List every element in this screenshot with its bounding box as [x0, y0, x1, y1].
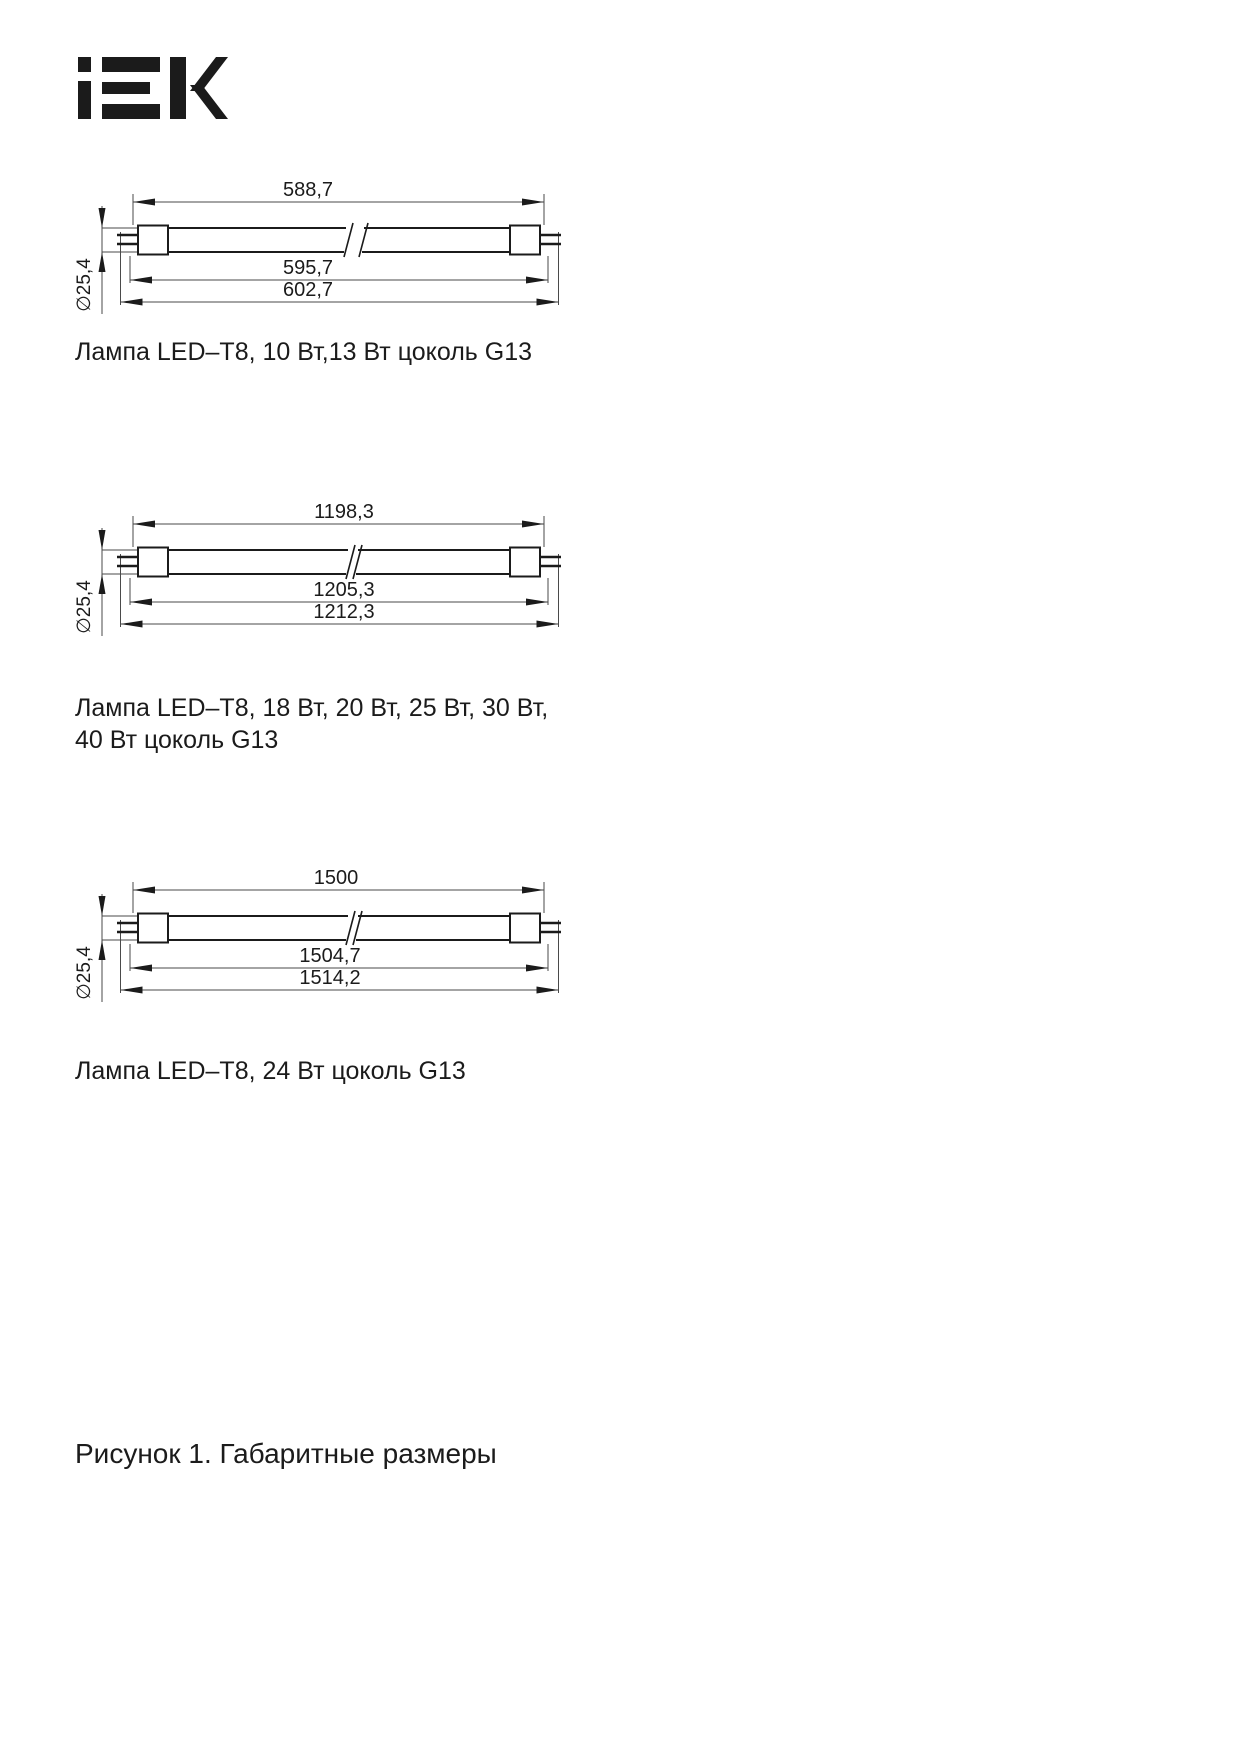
caption-line-1: Лампа LED–T8, 24 Вт цоколь G13 [75, 1057, 466, 1085]
dim-top-group [133, 182, 544, 225]
dim-bottom-label: 602,7 [282, 279, 334, 301]
figure-caption: Рисунок 1. Габаритные размеры [75, 1438, 497, 1469]
end-cap-right [510, 914, 540, 943]
logo-e-bottom-bar [102, 104, 160, 119]
caption-line-1: Лампа LED–T8, 10 Вт,13 Вт цоколь G13 [75, 338, 533, 366]
end-cap-right [510, 226, 540, 255]
dim-top-group [133, 870, 544, 913]
dim-top-label: 588,7 [282, 182, 334, 201]
caption-line-1: Лампа LED–T8, 18 Вт, 20 Вт, 25 Вт, 30 Вт, [75, 694, 549, 722]
dim-bottom-label: 1212,3 [313, 601, 375, 623]
dim-top-label: 1198,3 [314, 504, 374, 523]
logo-k-lower-arm [190, 85, 228, 119]
dim-bottom-group [121, 279, 559, 306]
drawing-600mm-lamp [60, 182, 570, 337]
caption-1200mm-lamp [75, 692, 548, 756]
dim-diameter-group [74, 206, 106, 314]
logo-i-dot [78, 57, 91, 72]
dimensional-drawing-600mm [60, 182, 570, 332]
iek-logo-mark [78, 57, 228, 119]
end-cap-left [138, 226, 168, 255]
dim-diameter-label: ∅25,4 [74, 258, 95, 312]
dim-bottom-group [121, 601, 559, 628]
dim-diameter-label: ∅25,4 [74, 580, 95, 634]
caption-line-2: 40 Вт цоколь G13 [75, 726, 279, 754]
logo-e-top-bar [102, 57, 160, 72]
dim-middle-label: 1205,3 [313, 579, 375, 601]
drawing-1500mm-lamp [60, 870, 570, 1025]
dimensional-drawing-1500mm [60, 870, 570, 1020]
dim-middle-group [130, 256, 548, 284]
logo-k-stem [170, 57, 186, 119]
dimensional-drawing-1200mm [60, 504, 570, 654]
dim-diameter-group [74, 528, 106, 636]
drawing-1200mm-lamp [60, 504, 570, 659]
caption-1500mm-lamp [75, 1055, 466, 1087]
end-cap-left [138, 548, 168, 577]
dim-top-label: 1500 [313, 870, 359, 889]
caption-600mm-lamp [75, 336, 532, 368]
dim-bottom-group [121, 967, 559, 994]
dim-middle-label: 1504,7 [299, 945, 361, 967]
dim-bottom-label: 1514,2 [299, 967, 361, 989]
logo-i-body [78, 81, 91, 119]
logo-e-middle-bar [102, 82, 150, 94]
end-cap-right [510, 548, 540, 577]
iek-logo [78, 57, 228, 124]
end-cap-left [138, 914, 168, 943]
dim-top-group [133, 504, 544, 547]
dim-diameter-group [74, 894, 106, 1002]
dim-diameter-label: ∅25,4 [74, 946, 95, 1000]
dim-middle-label: 595,7 [282, 257, 334, 279]
